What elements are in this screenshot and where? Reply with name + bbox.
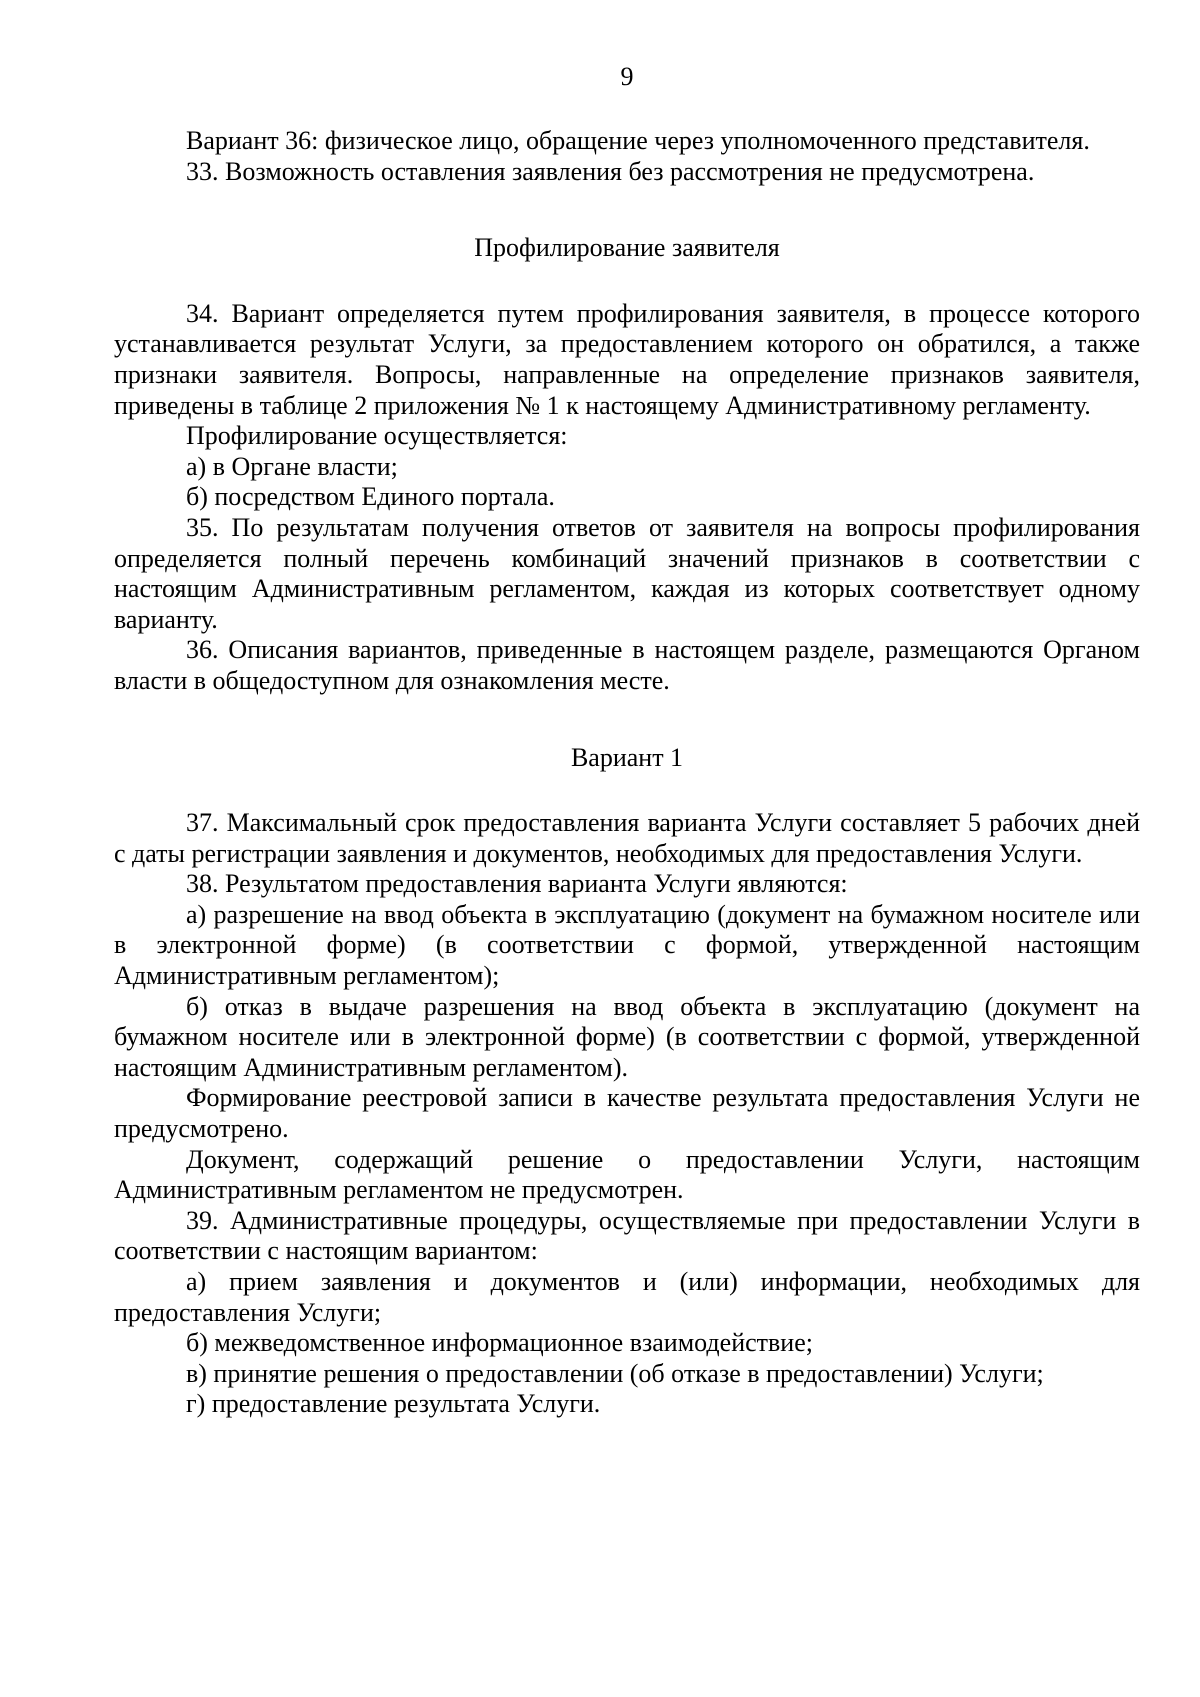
paragraph-39-item-a: а) прием заявления и документов и (или) информации, необходимых для предоставления Услуги;: [114, 1267, 1140, 1327]
paragraph-38-item-b: б) отказ в выдаче разрешения на ввод объекта в эксплуатацию (документ на бумажном носителе или в электронной форме) (в соответствии с формой, утвержденной настоящим Административным регламентом).: [114, 991, 1140, 1082]
paragraph-37: 37. Максимальный срок предоставления варианта Услуги составляет 5 рабочих дней с даты регистрации заявления и документов, необходимых для предоставления Услуги.: [114, 808, 1140, 868]
paragraph-39-item-g: г) предоставление результата Услуги.: [186, 1389, 601, 1419]
paragraph-34: 34. Вариант определяется путем профилирования заявителя, в процессе которого устанавливается результат Услуги, за предоставлением которого он обратился, а также признаки заявителя. Вопросы, направленные на определение признаков заявителя, приведены в таблице 2 приложения № 1 к настоящему Административному регламенту.: [114, 298, 1140, 420]
variant-36-description: Вариант 36: физическое лицо, обращение через уполномоченного представителя.: [186, 126, 1090, 155]
paragraph-39-item-b: б) межведомственное информационное взаимодействие;: [186, 1328, 813, 1358]
page-number: 9: [620, 62, 634, 91]
paragraph-38-item-a: а) разрешение на ввод объекта в эксплуатацию (документ на бумажном носителе или в электронной форме) (в соответствии с формой, утвержденной настоящим Административным регламентом);: [114, 899, 1140, 991]
profiling-item-a: а) в Органе власти;: [186, 451, 398, 481]
paragraph-38-registry: Формирование реестровой записи в качестве результата предоставления Услуги не предусмотрено.: [114, 1083, 1140, 1144]
section-heading-variant-1: Вариант 1: [570, 742, 684, 772]
paragraph-33: 33. Возможность оставления заявления без рассмотрения не предусмотрена.: [186, 156, 1035, 186]
paragraph-39: 39. Административные процедуры, осуществляемые при предоставлении Услуги в соответствии с настоящим вариантом:: [114, 1205, 1140, 1266]
paragraph-39-item-v: в) принятие решения о предоставлении (об отказе в предоставлении) Услуги;: [186, 1358, 1044, 1388]
paragraph-38: 38. Результатом предоставления варианта Услуги являются:: [186, 869, 848, 899]
paragraph-36: 36. Описания вариантов, приведенные в настоящем разделе, размещаются Органом власти в общедоступном для ознакомления месте.: [114, 635, 1140, 695]
section-heading-profiling: Профилирование заявителя: [474, 233, 780, 263]
paragraph-38-document: Документ, содержащий решение о предоставлении Услуги, настоящим Административным регламентом не предусмотрен.: [114, 1144, 1140, 1205]
profiling-intro: Профилирование осуществляется:: [186, 421, 568, 451]
document-page: [114, 62, 1140, 1420]
profiling-item-b: б) посредством Единого портала.: [186, 482, 555, 512]
paragraph-35: 35. По результатам получения ответов от заявителя на вопросы профилирования определяется полный перечень комбинаций значений признаков в соответствии с настоящим Административным регламентом, каждая из которых соответствует одному варианту.: [114, 512, 1140, 634]
